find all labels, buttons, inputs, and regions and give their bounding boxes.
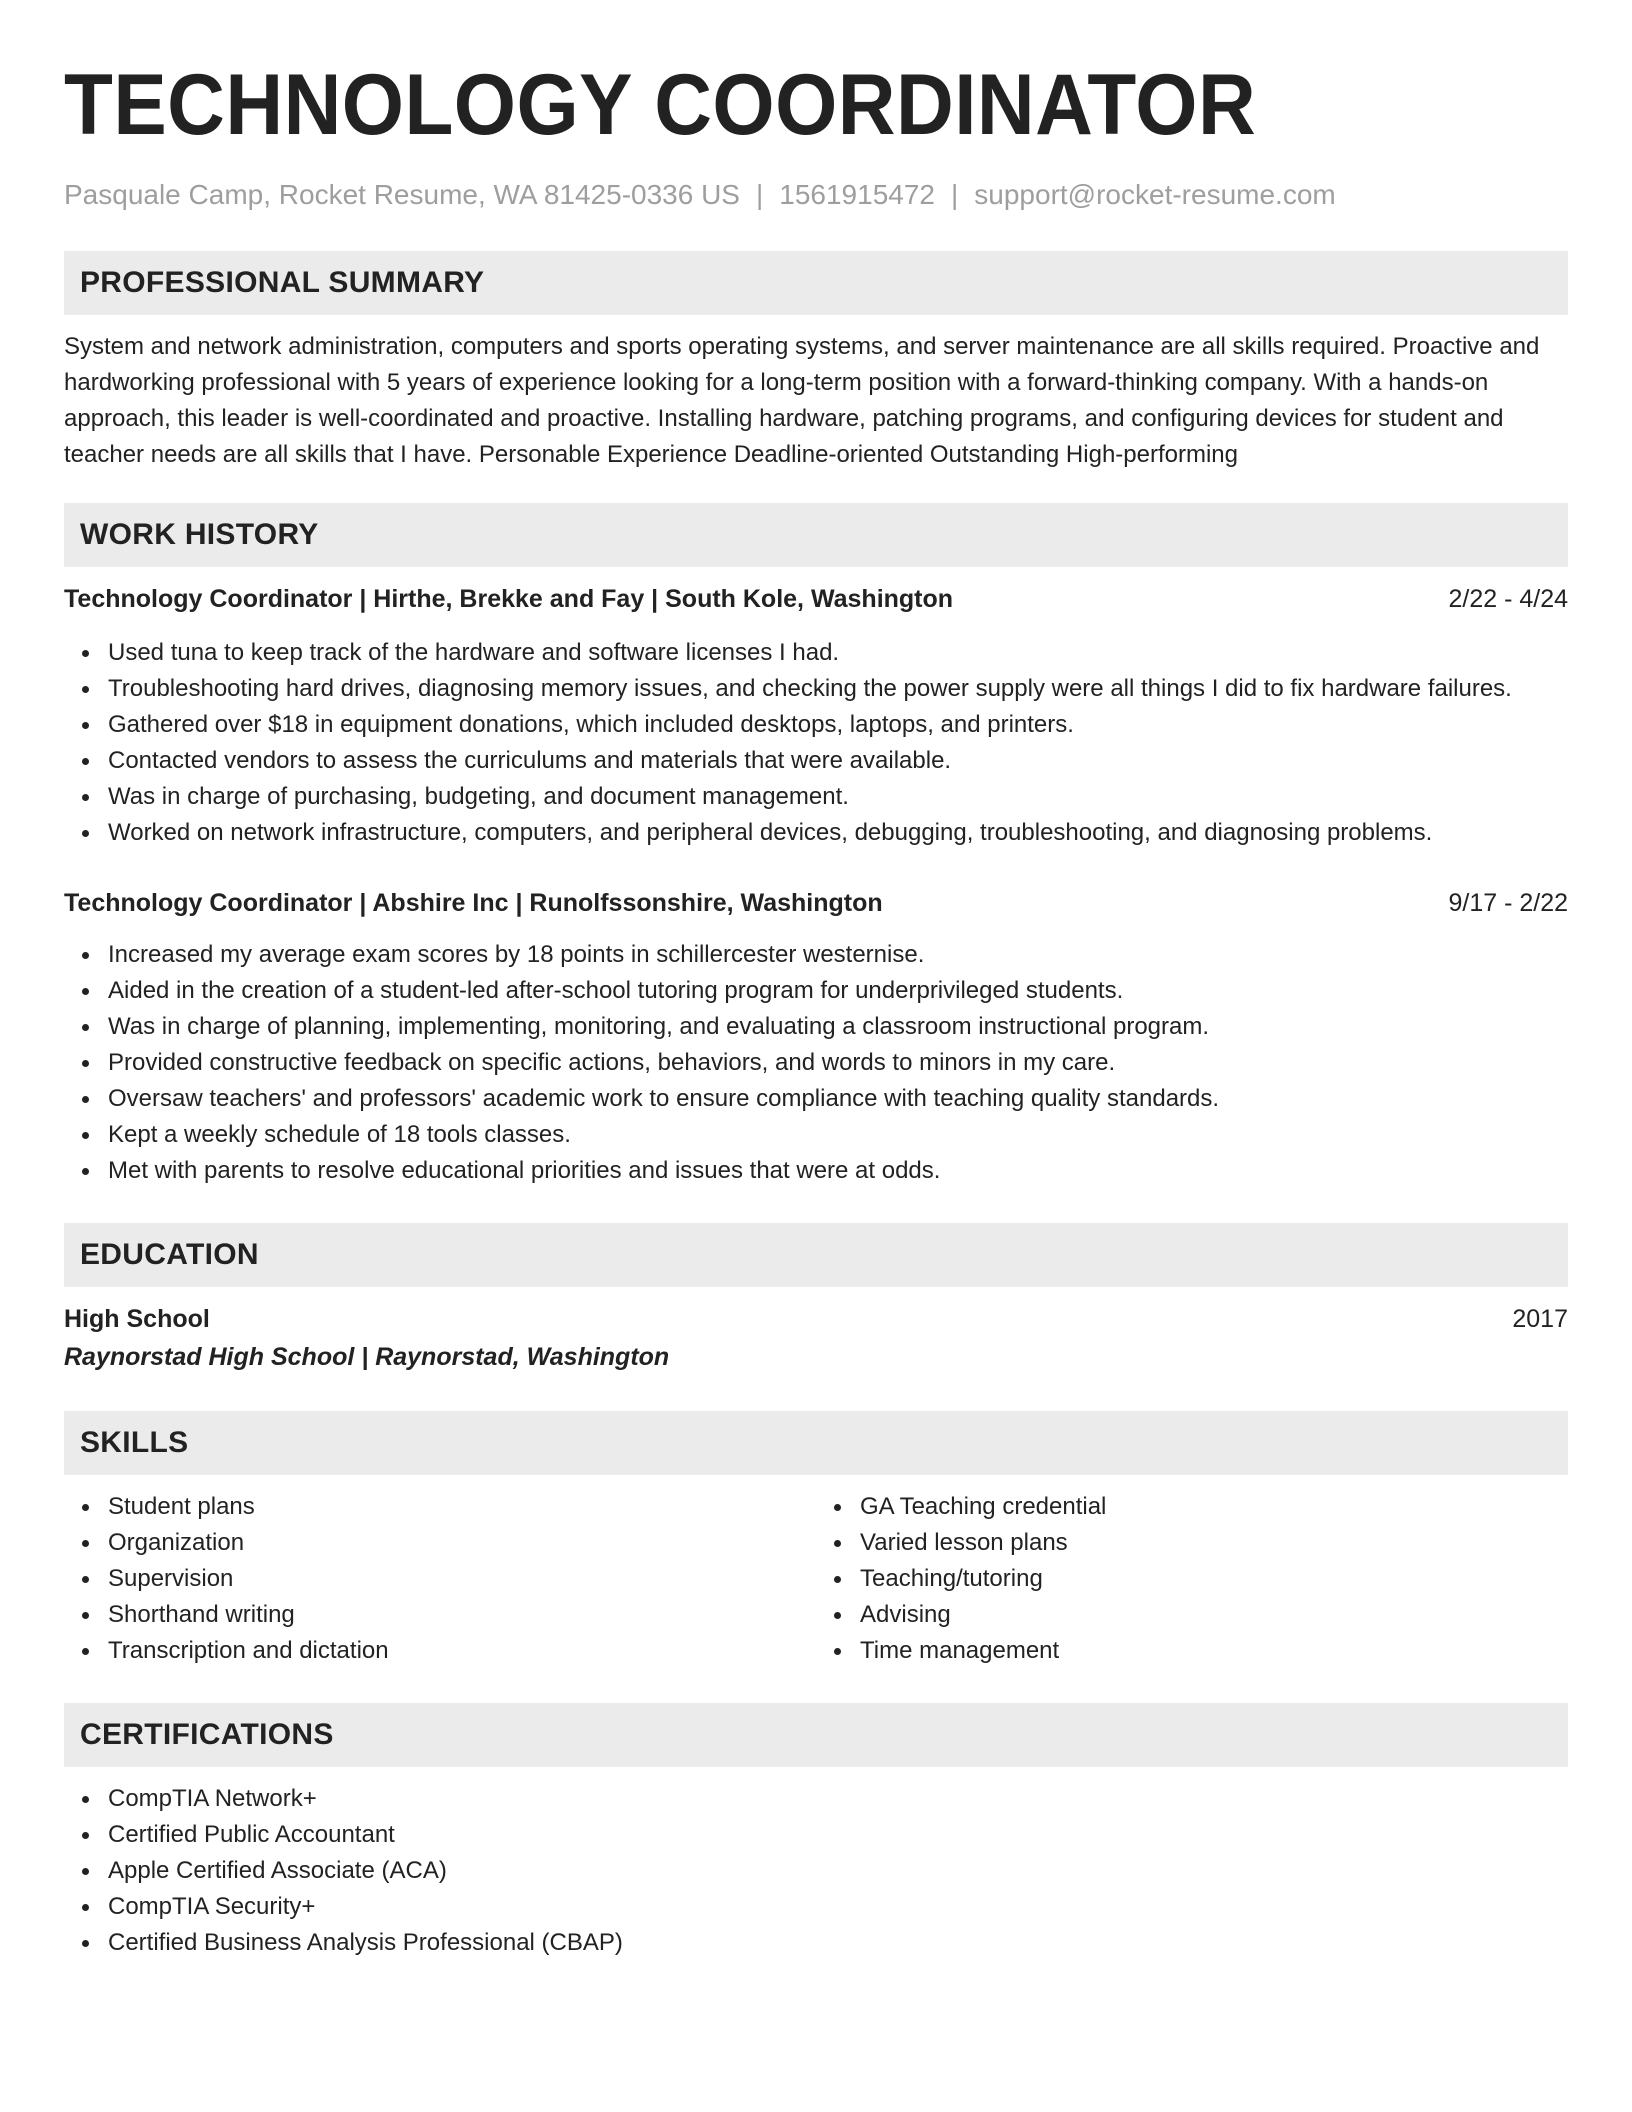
- list-item: Shorthand writing: [108, 1597, 816, 1633]
- list-item: CompTIA Network+: [108, 1781, 1568, 1817]
- list-item: Oversaw teachers' and professors' academic work to ensure compliance with teaching quality standards.: [108, 1081, 1568, 1117]
- summary-text: System and network administration, computers and sports operating systems, and server maintenance are all skills required. Proactive and hardworking professional with 5 years of experience looking for a long-term position with a forward-thinking company. With a hands-on approach, this leader is well-coordinated and proactive. Installing hardware, patching programs, and configuring devices for student and teacher needs are all skills that I have. Personable Experience Deadline-oriented Outstanding High-performing: [64, 333, 1540, 468]
- list-item: Gathered over $18 in equipment donations, which included desktops, laptops, and printers.: [108, 707, 1568, 743]
- list-item: Organization: [108, 1525, 816, 1561]
- list-item: Transcription and dictation: [108, 1633, 816, 1669]
- job-header: [64, 581, 1568, 617]
- education-heading: EDUCATION: [64, 1223, 1568, 1287]
- job-entry: [64, 885, 1568, 1189]
- list-item: Troubleshooting hard drives, diagnosing memory issues, and checking the power supply were all things I did to fix hardware failures.: [108, 671, 1568, 707]
- work-history-heading: WORK HISTORY: [64, 503, 1568, 567]
- job-entry: [64, 581, 1568, 851]
- list-item: Was in charge of planning, implementing, monitoring, and evaluating a classroom instructional program.: [108, 1009, 1568, 1045]
- job-header: [64, 885, 1568, 921]
- list-item: Worked on network infrastructure, computers, and peripheral devices, debugging, troubleshooting, and diagnosing problems.: [108, 815, 1568, 851]
- list-item: Apple Certified Associate (ACA): [108, 1853, 1568, 1889]
- list-item: Student plans: [108, 1489, 816, 1525]
- list-item: Time management: [860, 1633, 1568, 1669]
- job-title: Technology Coordinator | Abshire Inc | Runolfssonshire, Washington: [64, 889, 883, 917]
- education-school: Raynorstad High School | Raynorstad, Washington: [64, 1343, 670, 1371]
- list-item: Varied lesson plans: [860, 1525, 1568, 1561]
- list-item: Teaching/tutoring: [860, 1561, 1568, 1597]
- skills-list-left: [64, 1489, 816, 1669]
- list-item: Contacted vendors to assess the curriculums and materials that were available.: [108, 743, 1568, 779]
- job-dates: 9/17 - 2/22: [1448, 889, 1568, 917]
- education-year: 2017: [1512, 1305, 1568, 1333]
- skills-grid: [64, 1489, 1568, 1669]
- contact-phone: 1561915472: [779, 179, 935, 210]
- list-item: Aided in the creation of a student-led after-school tutoring program for underprivileged students.: [108, 973, 1568, 1009]
- list-item: Provided constructive feedback on specific actions, behaviors, and words to minors in my care.: [108, 1045, 1568, 1081]
- summary-heading: PROFESSIONAL SUMMARY: [64, 251, 1568, 315]
- resume-title: TECHNOLOGY COORDINATOR: [64, 57, 1257, 153]
- list-item: Kept a weekly schedule of 18 tools classes.: [108, 1117, 1568, 1153]
- list-item: CompTIA Security+: [108, 1889, 1568, 1925]
- list-item: Certified Public Accountant: [108, 1817, 1568, 1853]
- certifications-heading: CERTIFICATIONS: [64, 1703, 1568, 1767]
- job-bullet-list: [64, 635, 1568, 851]
- list-item: Supervision: [108, 1561, 816, 1597]
- skills-list-right: [816, 1489, 1568, 1669]
- contact-separator: |: [755, 179, 764, 210]
- list-item: Met with parents to resolve educational priorities and issues that were at odds.: [108, 1153, 1568, 1189]
- list-item: GA Teaching credential: [860, 1489, 1568, 1525]
- job-dates: 2/22 - 4/24: [1448, 585, 1568, 613]
- contact-line: [64, 177, 1568, 213]
- list-item: Was in charge of purchasing, budgeting, and document management.: [108, 779, 1568, 815]
- education-entry: [64, 1301, 1568, 1375]
- certifications-list: [64, 1781, 1568, 1961]
- education-degree: High School: [64, 1305, 210, 1333]
- list-item: Advising: [860, 1597, 1568, 1633]
- job-bullet-list: [64, 937, 1568, 1189]
- education-header: [64, 1301, 1568, 1337]
- job-title: Technology Coordinator | Hirthe, Brekke and Fay | South Kole, Washington: [64, 585, 954, 613]
- list-item: Increased my average exam scores by 18 points in schillercester westernise.: [108, 937, 1568, 973]
- list-item: Used tuna to keep track of the hardware and software licenses I had.: [108, 635, 1568, 671]
- list-item: Certified Business Analysis Professional (CBAP): [108, 1925, 1568, 1961]
- contact-separator: |: [951, 179, 959, 210]
- contact-address: Pasquale Camp, Rocket Resume, WA 81425-0336 US: [64, 179, 740, 210]
- contact-email: support@rocket-resume.com: [974, 179, 1336, 210]
- skills-heading: SKILLS: [64, 1411, 1568, 1475]
